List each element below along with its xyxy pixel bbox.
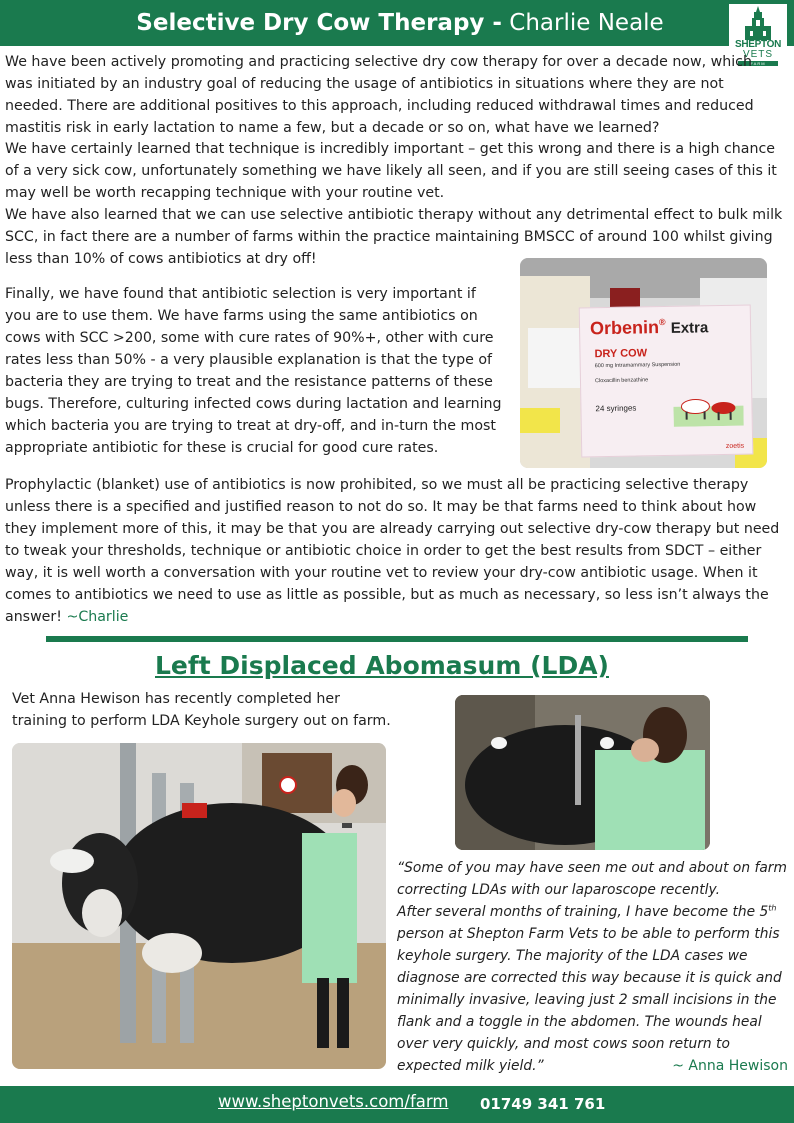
title-author: Charlie Neale	[501, 10, 664, 36]
section-divider	[46, 636, 748, 642]
charlie-signature: ~Charlie	[66, 609, 129, 625]
lda-section-title: Left Displaced Abomasum (LDA)	[155, 651, 609, 680]
lda-intro: Vet Anna Hewison has recently completed her training to perform LDA Keyhole surgery out on farm.	[12, 691, 391, 729]
dose-label: 600 mg Intramammary Suspension	[594, 361, 681, 370]
cow-illustration	[673, 386, 744, 437]
anna-attribution: ~ Anna Hewison	[672, 1058, 788, 1074]
church-tower-icon	[743, 6, 773, 40]
title-bold: Selective Dry Cow Therapy -	[136, 10, 502, 36]
prophylactic-paragraph	[5, 474, 790, 628]
dry-cow-label: DRY COW	[594, 347, 648, 361]
prophylactic-text: Prophylactic (blanket) use of antibiotics is now prohibited, so we must all be practicing selective therapy unless there is a specified and justified reason to not do so. It may be that farms need to think about how they implement more of this, it may be that you are already carrying out selective dry-cow therapy but need to tweak your thresholds, technique or antibiotic choice in order to get the best results from SDCT – either way, it is well worth a conversation with your routine vet to review your dry-cow antibiotic usage. When it comes to antibiotics we need to use as little as possible, but as much as necessary, so less isn’t always the answer!	[5, 477, 780, 625]
orbenin-box-photo	[520, 258, 767, 468]
logo-line-1: SHEPTON	[734, 39, 782, 50]
logo-line-2: VETS	[742, 49, 774, 60]
page-title	[0, 8, 794, 38]
footer-bar	[0, 1086, 794, 1123]
anna-quote	[397, 857, 792, 1077]
technique-paragraph: We have certainly learned that technique is incredibly important – get this wrong and there is a high chance of a very sick cow, unfortunately something we have likely all seen, and if you are still seeing cases of this it may well be worth recapping technique with your routine vet.	[5, 141, 777, 201]
scc-paragraph: We have also learned that we can use selective antibiotic therapy without any detrimental effect to bulk milk SCC, in fact there are a number of farms within the practice maintaining BMSCC of around 100 whilst giving less than 10% of cows antibiotics at dry off!	[5, 207, 783, 267]
laparoscope-scene	[455, 695, 710, 850]
maker-label: zoetis	[725, 442, 745, 450]
orbenin-box: Orbenin® Extra DRY COW 600 mg Intramammary Suspension Cloxacillin benzathine 24 syringes zoetis	[579, 305, 754, 458]
logo-line-3: FARM	[738, 61, 778, 66]
selection-paragraph: Finally, we have found that antibiotic selection is very important if you are to use them. We have farms using the same antibiotics on cows with SCC >200, some with cure rates of 90%+, other with cure rates less than 50% - a very plausible explanation is that the type of bacteria they are trying to treat and the resistance patterns of these bugs. Therefore, culturing infected cows during lactation and learning which bacteria you are trying to treat at dry-off, and in-turn the most appropriate antibiotic for these is crucial for good cure rates.	[5, 286, 502, 456]
brand-name: Orbenin	[589, 317, 660, 339]
quote-ordinal-suffix: th	[768, 903, 777, 913]
quote-line-2b: person at Shepton Farm Vets to be able to perform this keyhole surgery. The majority of the LDA cases we diagnose are corrected this way because it is quick and minimally invasive, leaving just 2 small incisions in the flank and a toggle in the abdomen. The wounds heal over very quickly, and most cows soon return to expected milk yield.”	[397, 926, 782, 1074]
brand-suffix: Extra	[670, 319, 709, 337]
website-link[interactable]: www.sheptonvets.com/farm	[218, 1092, 449, 1111]
surgery-scene	[12, 743, 386, 1069]
intro-paragraph: We have been actively promoting and practicing selective dry cow therapy for over a decade now, which was initiated by an industry goal of reducing the usage of antibiotics in situations where they are not needed. There are additional positives to this approach, including reduced withdrawal times and reduced mastitis risk in early lactation to name a few, but a decade or so on, what have we learned?	[5, 54, 754, 136]
phone-number: 01749 341 761	[480, 1095, 606, 1113]
quote-line-2a: After several months of training, I have become the 5	[397, 904, 769, 920]
ingredient-label: Cloxacillin benzathine	[594, 377, 649, 385]
count-label: 24 syringes	[595, 403, 637, 414]
lda-surgery-photo	[12, 743, 386, 1069]
lda-laparoscope-photo	[455, 695, 710, 850]
quote-line-1: “Some of you may have seen me out and about on farm correcting LDAs with our laparoscope recently.	[397, 860, 787, 898]
